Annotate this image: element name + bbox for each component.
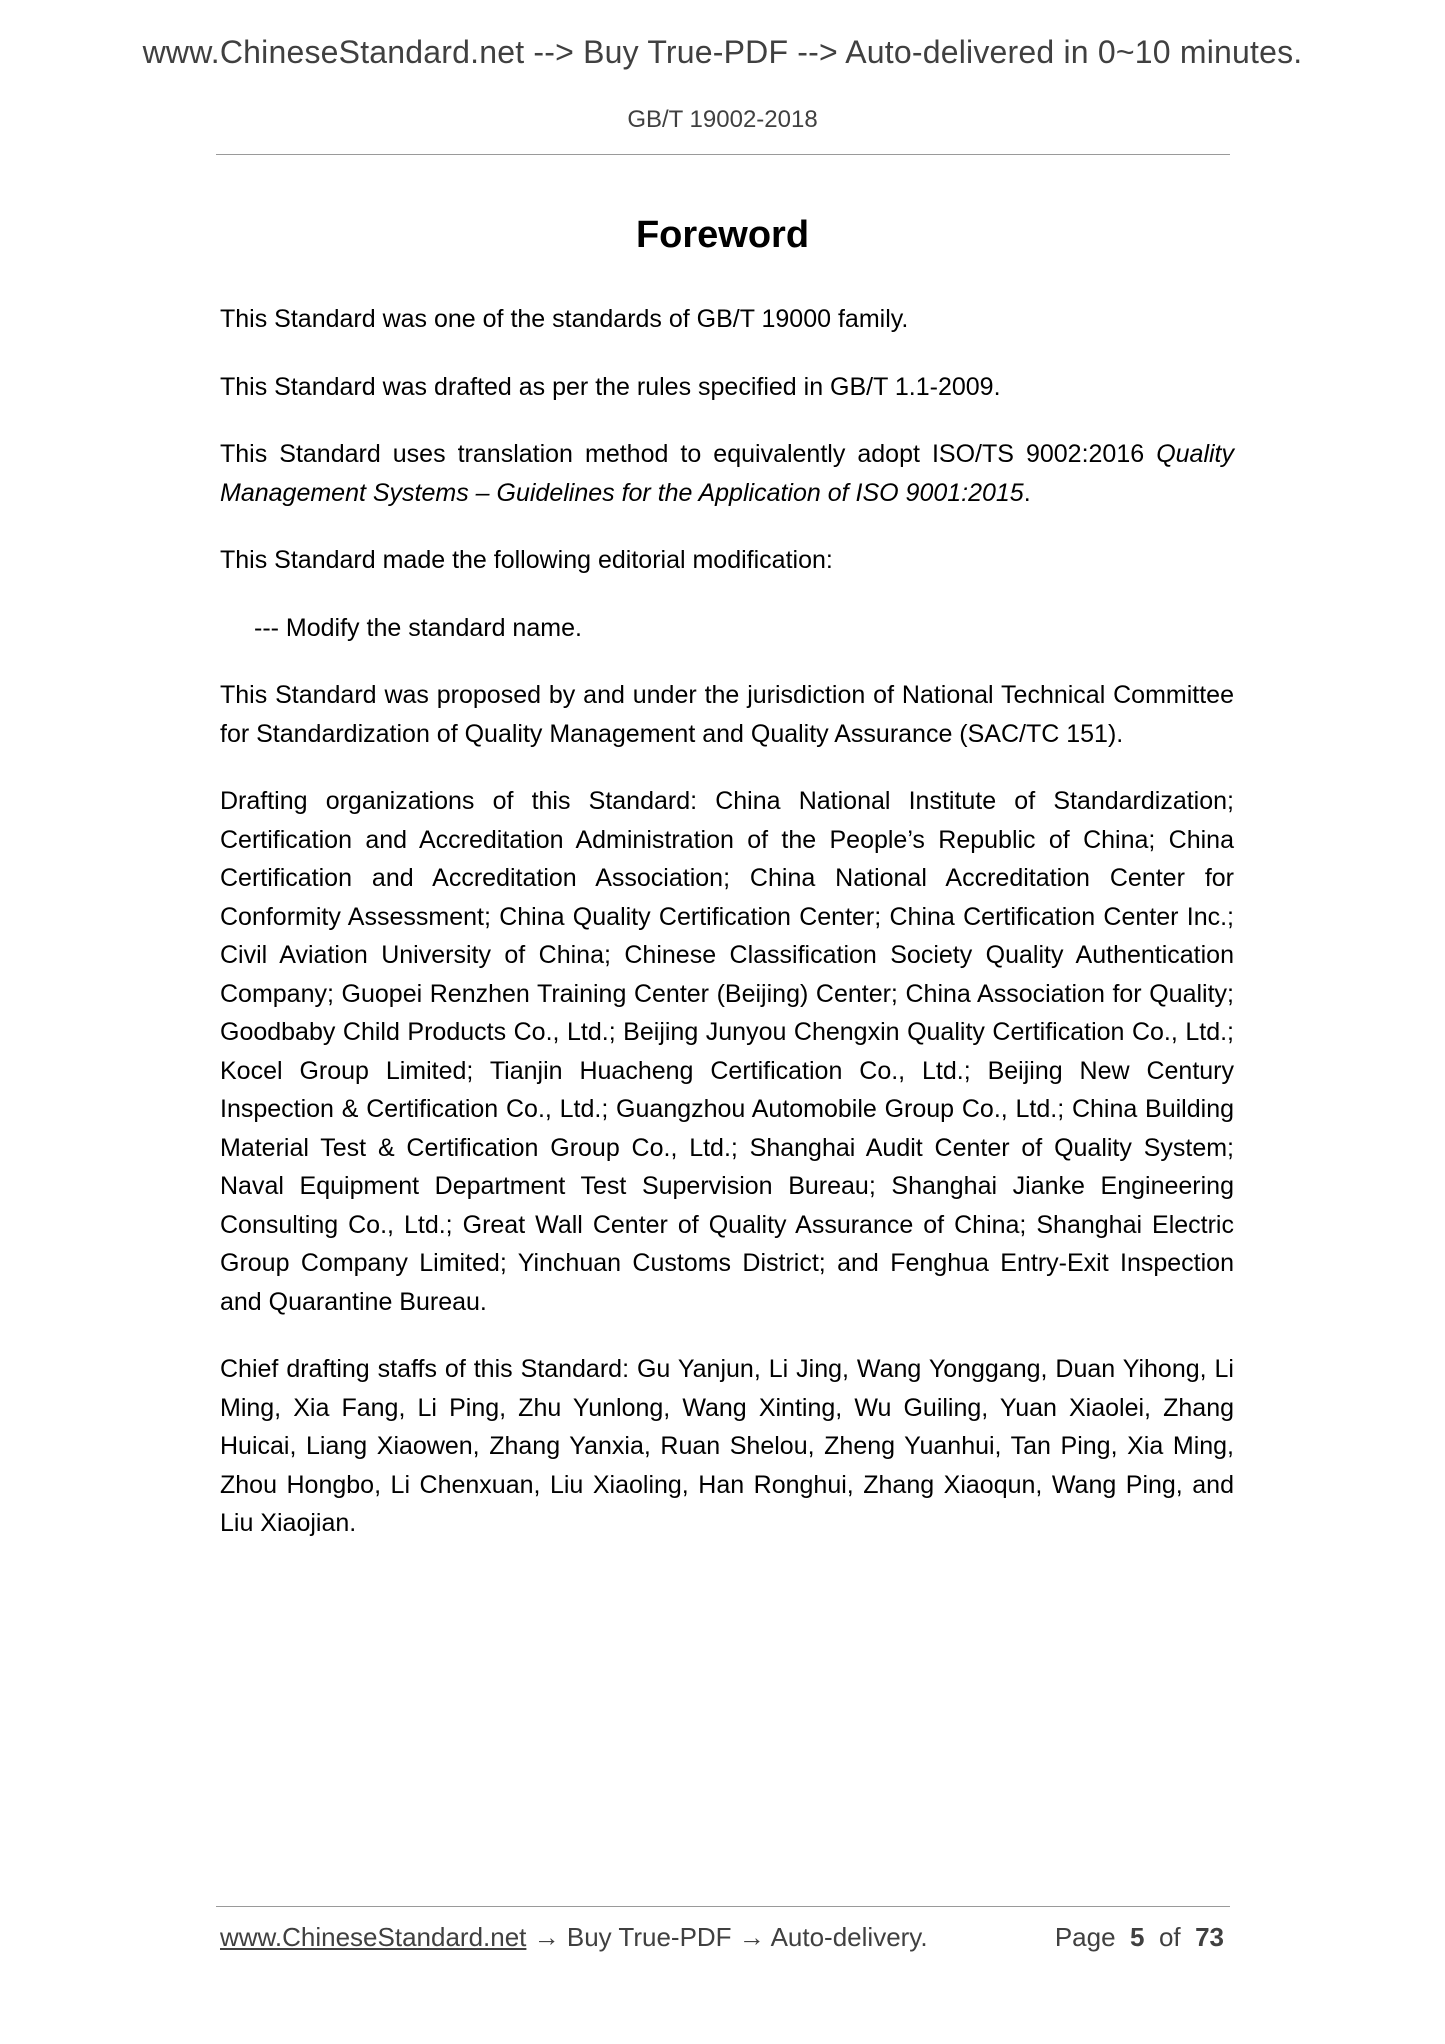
page-total: 73 [1195,1922,1224,1952]
list-item-modification: --- Modify the standard name. [254,613,582,642]
page-title: Foreword [635,214,810,256]
page-number [1055,1922,1224,1953]
page-label: Page [1054,1922,1116,1952]
paragraph-drafting-rules: This Standard was drafted as per the rules specified in GB/T 1.1-2009. [220,372,1001,401]
header-divider [216,154,1230,155]
paragraph-proposal: This Standard was proposed by and under the jurisdiction of National Technical Committee for Standardization of Quality Management and Quality Assurance (SAC/TC 151). [220,681,1234,748]
standard-code: GB/T 19002-2018 [627,106,818,133]
paragraph-adoption [220,435,1234,512]
adopted-standard-title: Quality Management Systems – Guidelines for the Application of ISO 9001:2015 [220,440,1234,507]
footer-promo [220,1922,928,1953]
footer-site-link[interactable]: www.ChineseStandard.net [220,1922,527,1952]
site-banner: www.ChineseStandard.net --> Buy True-PDF --> Auto-delivered in 0~10 minutes. [142,34,1303,70]
document-body [220,300,1234,1572]
paragraph-family: This Standard was one of the standards of GB/T 19000 family. [220,305,909,333]
adoption-text: This Standard uses translation method to equivalently adopt ISO/TS 9002:2016 [220,440,1145,468]
page-footer [220,1922,1230,1958]
paragraph-drafting-organizations: Drafting organizations of this Standard: China National Institute of Standardization; Certification and Accreditation Administration of the People’s Republic of China; China Certification and Accreditation Association; China National Accreditation Center for Conformity Assessment; China Quality Certification Center; China Certification Center Inc.; Civil Aviation University of China; Chinese Classification Society Quality Authentication Company; Guopei Renzhen Training Center (Beijing) Center; China Association for Quality; Goodbaby Child Products Co., Ltd.; Beijing Junyou Chengxin Quality Certification Co., Ltd.; Kocel Group Limited; Tianjin Huacheng Certification Co., Ltd.; Beijing New Century Inspection & Certification Co., Ltd.; Guangzhou Automobile Group Co., Ltd.; China Building Material Test & Certification Group Co., Ltd.; Shanghai Audit Center of Quality System; Naval Equipment Department Test Supervision Bureau; Shanghai Jianke Engineering Consulting Co., Ltd.; Great Wall Center of Quality Assurance of China; Shanghai Electric Group Company Limited; Yinchuan Customs District; and Fenghua Entry-Exit Inspection and Quarantine Bureau. [220,787,1234,1316]
paragraph-drafting-staff: Chief drafting staffs of this Standard: Gu Yanjun, Li Jing, Wang Yonggang, Duan Yihong, Li Ming, Xia Fang, Li Ping, Zhu Yunlong, Wang Xinting, Wu Guiling, Yuan Xiaolei, Zhang Huicai, Liang Xiaowen, Zhang Yanxia, Ruan Shelou, Zheng Yuanhui, Tan Ping, Xia Ming, Zhou Hongbo, Li Chenxuan, Liu Xiaoling, Han Ronghui, Zhang Xiaoqun, Wang Ping, and Liu Xiaojian. [220,1355,1234,1537]
adoption-end: . [1023,478,1031,507]
page-of-label: of [1158,1922,1181,1952]
footer-tagline: → Buy True-PDF → Auto-delivery. [526,1922,928,1952]
page-current: 5 [1130,1922,1145,1952]
paragraph-modification-intro: This Standard made the following editorial modification: [220,546,833,574]
footer-divider [216,1906,1230,1907]
